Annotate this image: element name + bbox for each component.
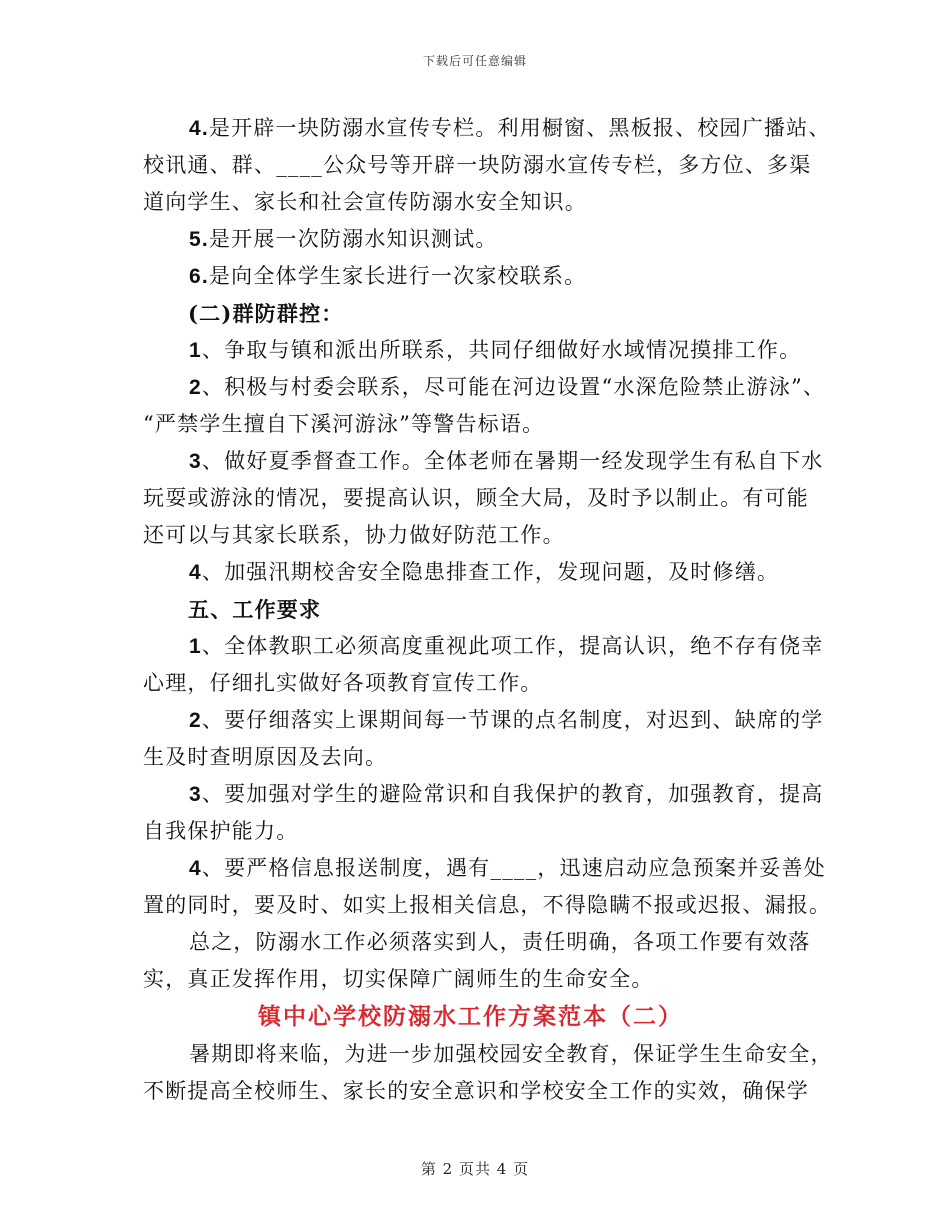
requirement-2-line-1: 2、要仔细落实上课期间每一节课的点名制度，对迟到、缺席的学 — [189, 708, 824, 732]
group-item-2-line-1: 2、积极与村委会联系，尽可能在河边设置“水深危险禁止游泳”、 — [189, 375, 826, 399]
item-number: 4. — [189, 117, 209, 140]
group-item-2-line-2: “严禁学生擅自下溪河游泳”等警告标语。 — [143, 412, 545, 436]
requirement-3-line-1: 3、要加强对学生的避险常识和自我保护的教育，加强教育，提高 — [189, 782, 824, 806]
group-item-1: 1、争取与镇和派出所联系，共同仔细做好水域情况摸排工作。 — [189, 338, 802, 362]
summary-line-1: 总之，防溺水工作必须落实到人，责任明确，各项工作要有效落 — [189, 930, 811, 954]
section-heading-work-requirements: 五、工作要求 — [188, 597, 322, 622]
item-4-line-2: 校讯通、群、____公众号等开辟一块防溺水宣传专栏，多方位、多渠 — [143, 153, 812, 177]
group-item-3-line-2: 玩耍或游泳的情况，要提高认识，顾全大局，及时予以制止。有可能 — [143, 486, 809, 510]
item-5: 5.是开展一次防溺水知识测试。 — [189, 227, 498, 251]
document-body — [143, 110, 833, 1110]
group-item-4: 4、加强汛期校舍安全隐患排查工作，发现问题，及时修缮。 — [189, 560, 780, 584]
requirement-1-line-2: 心理，仔细扎实做好各项教育宣传工作。 — [143, 671, 543, 695]
page-number: 第 2 页共 4 页 — [420, 1160, 530, 1178]
doc2-paragraph-line-1: 暑期即将来临，为进一步加强校园安全教育，保证学生生命安全， — [189, 1042, 833, 1066]
requirement-4-line-1: 4、要严格信息报送制度，遇有____，迅速启动应急预案并妥善处 — [189, 856, 826, 880]
item-4-line-1: 4.是开辟一块防溺水宣传专栏。利用橱窗、黑板报、校园广播站、 — [189, 116, 831, 140]
section-heading-group-defense: (二)群防群控： — [188, 301, 344, 326]
group-item-3-line-3: 还可以与其家长联系，协力做好防范工作。 — [143, 523, 565, 547]
document-2-title: 镇中心学校防溺水工作方案范本（二） — [258, 1003, 683, 1030]
item-number: 5. — [189, 228, 209, 251]
requirement-4-line-2: 置的同时，要及时、如实上报相关信息，不得隐瞒不报或迟报、漏报。 — [143, 893, 832, 917]
requirement-3-line-2: 自我保护能力。 — [143, 819, 299, 843]
requirement-1-line-1: 1、全体教职工必须高度重视此项工作，提高认识，绝不存有侥幸 — [189, 634, 824, 658]
header-note: 下载后可任意编辑 — [422, 54, 527, 68]
group-item-3-line-1: 3、做好夏季督查工作。全体老师在暑期一经发现学生有私自下水 — [189, 449, 824, 473]
item-4-line-3: 道向学生、家长和社会宣传防溺水安全知识。 — [143, 190, 587, 214]
item-number: 6. — [189, 265, 209, 288]
doc2-paragraph-line-2: 不断提高全校师生、家长的安全意识和学校安全工作的实效，确保学 — [143, 1079, 809, 1103]
summary-line-2: 实，真正发挥作用，切实保障广阔师生的生命安全。 — [143, 967, 654, 991]
item-6: 6.是向全体学生家长进行一次家校联系。 — [189, 264, 587, 288]
requirement-2-line-2: 生及时查明原因及去向。 — [143, 745, 388, 769]
fill-blank: ____ — [276, 153, 324, 177]
fill-blank: ____ — [490, 856, 538, 880]
